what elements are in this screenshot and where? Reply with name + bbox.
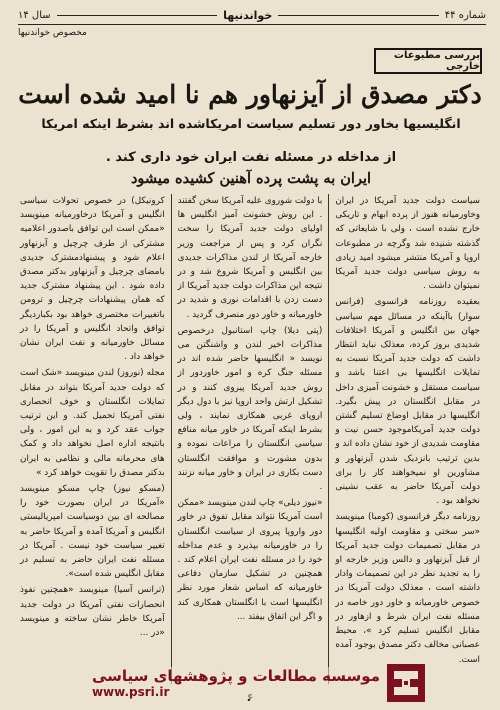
watermark-text <box>92 667 380 699</box>
article-columns <box>14 194 486 684</box>
institute-logo-icon <box>386 663 426 703</box>
exclusive-label: مخصوص خواندنیها <box>18 28 87 38</box>
paragraph: (پتی دیلا) چاپ استانبول درخصوص مذاکرات اخیر لندن و واشنگتن می نویسد « انگلیسها حاضر شده اند در مسئله جنگ کره و امور خاوردور از روش جدید آمریکا پیروی کنند و در تشکیل ارتش واحد اروپا نیز با دول دیگر اروپای غربی همکاری نمایند ، ولی بشرط اینکه آمریکا در خاور میانه منافع سیاسی انگلستان را مراعات نموده و بدون مشورت و موافقت انگلستان دست بکاری در ایران و خاور میانه نزنند . <box>177 325 323 493</box>
headline: دکتر مصدق از آیزنهاور هم نا امید شده است <box>18 80 482 109</box>
issue-number: شماره ۴۴ <box>444 9 486 21</box>
paragraph: «نیوز دیلی» چاپ لندن مینویسد «ممکن است آمریکا نتواند مقابل تفوق در خاور دور واروپا پیروی از سیاست انگلستان را در خاورمیانه بپذیرد و عدم مداخله خود را در مسئله نفت ایران اعلام کند . همچنین در تشکیل سازمان دفاعی خاورمیانه که اساس شعار مورد نظر انگلیسها است با انگلستان همکاری کند و اگر این اتفاق بیفتد ... <box>177 498 323 622</box>
paragraph: (ترانس آسیا) مینویسد «همچنین نفوذ انحصارات نفتی آمریکا در دولت جدید آمریکا خاطر نشان ساخته و مینویسد «در ... <box>19 585 165 639</box>
paragraph: کرونیکل) در خصوص تحولات سیاسی انگلیس و آمریکا درخاورمیانه مینویسد «ممکن است این توافق باصدور اعلامیه مشترکی از طرف چرچیل و آیزنهاور اعلام شود و پیشنهادمشترک جدیدی بامضای چرچیل و آیزنهاور بدکتر مصدق داده شود . این پیشنهاد مشترک جدید که همان پیشنهادات چرچیل و ترومن باتغییرات مختصری خواهد بود بکباردیگر توافق واتحاد انگلیس و آمریکا را در مسائل خاورمیانه و نفت ایران نشان خواهد داد . <box>19 196 165 363</box>
watermark-title: موسسه مطالعات و پژوهشهای سیاسی <box>91 667 380 685</box>
column-middle <box>172 194 330 684</box>
paragraph: روزنامه دیگر فرانسوی (کومبا) مینویسد «سر سختی و مقاومت اولیه انگلیسها در مقابل تصمیمات دولت جدید آمریکا از قبل آیزنهاور و دالس وزیر خارجه او را به تجدید نظر در این تصمیمات وادار داشته است ، معذلک دولت آمریکا در خصوص خاورمیانه و خاور دور خاصه در مسئله نفت ایران شرط و ازهاور در مقابل انگلیس تسلیم کرد »، محیط عصبانی مخالف دکتر مصدق بوجود آمده است. <box>335 512 480 665</box>
paragraph: مجله (نوروز) لندن مینویسد «شک است که دولت جدید آمریکا بتواند در مقابل تمایلات انگلستان و خوف انحصاری نفتی آمریکا تحمیل کند. و این ترتیب جواب عقد کرد و به این امور ، ولی بانتیجه اداره اصل نخواهد داد و کمک های محرمانه مالی و نظامی به ایران بدکتر مصدق را تقویت خواهد کرد » <box>19 368 165 478</box>
column-left <box>14 194 172 684</box>
paragraph: با دولت شوروی علیه آمریکا سخن گفتند . این روش خشونت آمیز انگلیس ها اولیای دولت جدید آمریکا را سخت نگران کرد و پس از مراجعت وزیر خارجه آمریکا از لندن مذاکرات جدیدی بین انگلیس و آمریکا شروع شد و در نتیجه این مذاکرات دولت جدید آمریکا از دست زدن با اقدامات نوری و شدید در خاورمیانه و خاور دور منصرف گردید . <box>177 196 323 320</box>
watermark-url[interactable]: www.psri.ir <box>91 685 170 699</box>
subheadline-1: انگلیسیها بخاور دور تسلیم سیاست امریکاشده اند بشرط اینکه امریکا <box>41 116 461 131</box>
paragraph: بعقیده روزنامه فرانسوی (فرانس سوار) باآینکه در مسائل مهم سیاسی جهان بین انگلیس و آمریکا اختلافات شدیدی بروز کرده، معذلک نباید انتظار داشت که دولت جدید آمریکا نسبت به تمایلات انگلیسها بی اعتنا باشد و سیاست مستقل و خشونت آمیزی داخل در مقابل انگلستان در پیش بگیرد. انگلیسها در مقابل اوضاع تسلیم گشتن دولت جدید آمریکاموجود حسن نیت و مقاومت شدیدی از خود نشان داده اند و بدین ترتیب بانزدیک شدن آیزنهاور و مشاورین او نمیخواهند کار را برای دولت آمریکا حاضر به عقب نشینی نخواهد بود . <box>335 297 480 507</box>
watermark <box>6 660 426 706</box>
page-header <box>18 6 486 25</box>
subheadline-2: از مداخله در مسئله نفت ایران خود داری کند . <box>105 150 397 165</box>
paragraph: (مسکو نیوز) چاپ مسکو مینویسد «آمریکا در ایران بصورت خود را مصالحه ای بین دوسیاست امپریالیستی انگلیس و آمریکا آمده و آمریکا حاضر به تغییر سیاست خود نیست . آمریکا در مسئله نفت ایران حاضر به تسلیم در مقابل انگلیس شده است». <box>19 484 165 580</box>
magazine-name: خواندنیها <box>223 8 273 22</box>
year-label: سال ۱۴ <box>18 9 51 21</box>
header-rule <box>57 15 218 16</box>
header-rule <box>278 15 439 16</box>
paragraph: سیاست دولت جدید آمریکا در ایران وخاورمیانه هنوز از پرده ابهام و تاریکی خارج نشده است ، ولی با شایعاتی که گذشته شنیده شد وگرچه در مطبوعات اروپا و آمریکا منتشر میشود امید زیادی به روش سیاسی دولت جدید آمریکا نمیتوان داشت . <box>335 196 480 292</box>
section-box: بررسی مطبوعات خارجی <box>374 48 482 74</box>
subheadline-3: ایران به پشت پرده آهنین کشیده میشود <box>130 170 372 187</box>
column-right <box>329 194 486 684</box>
